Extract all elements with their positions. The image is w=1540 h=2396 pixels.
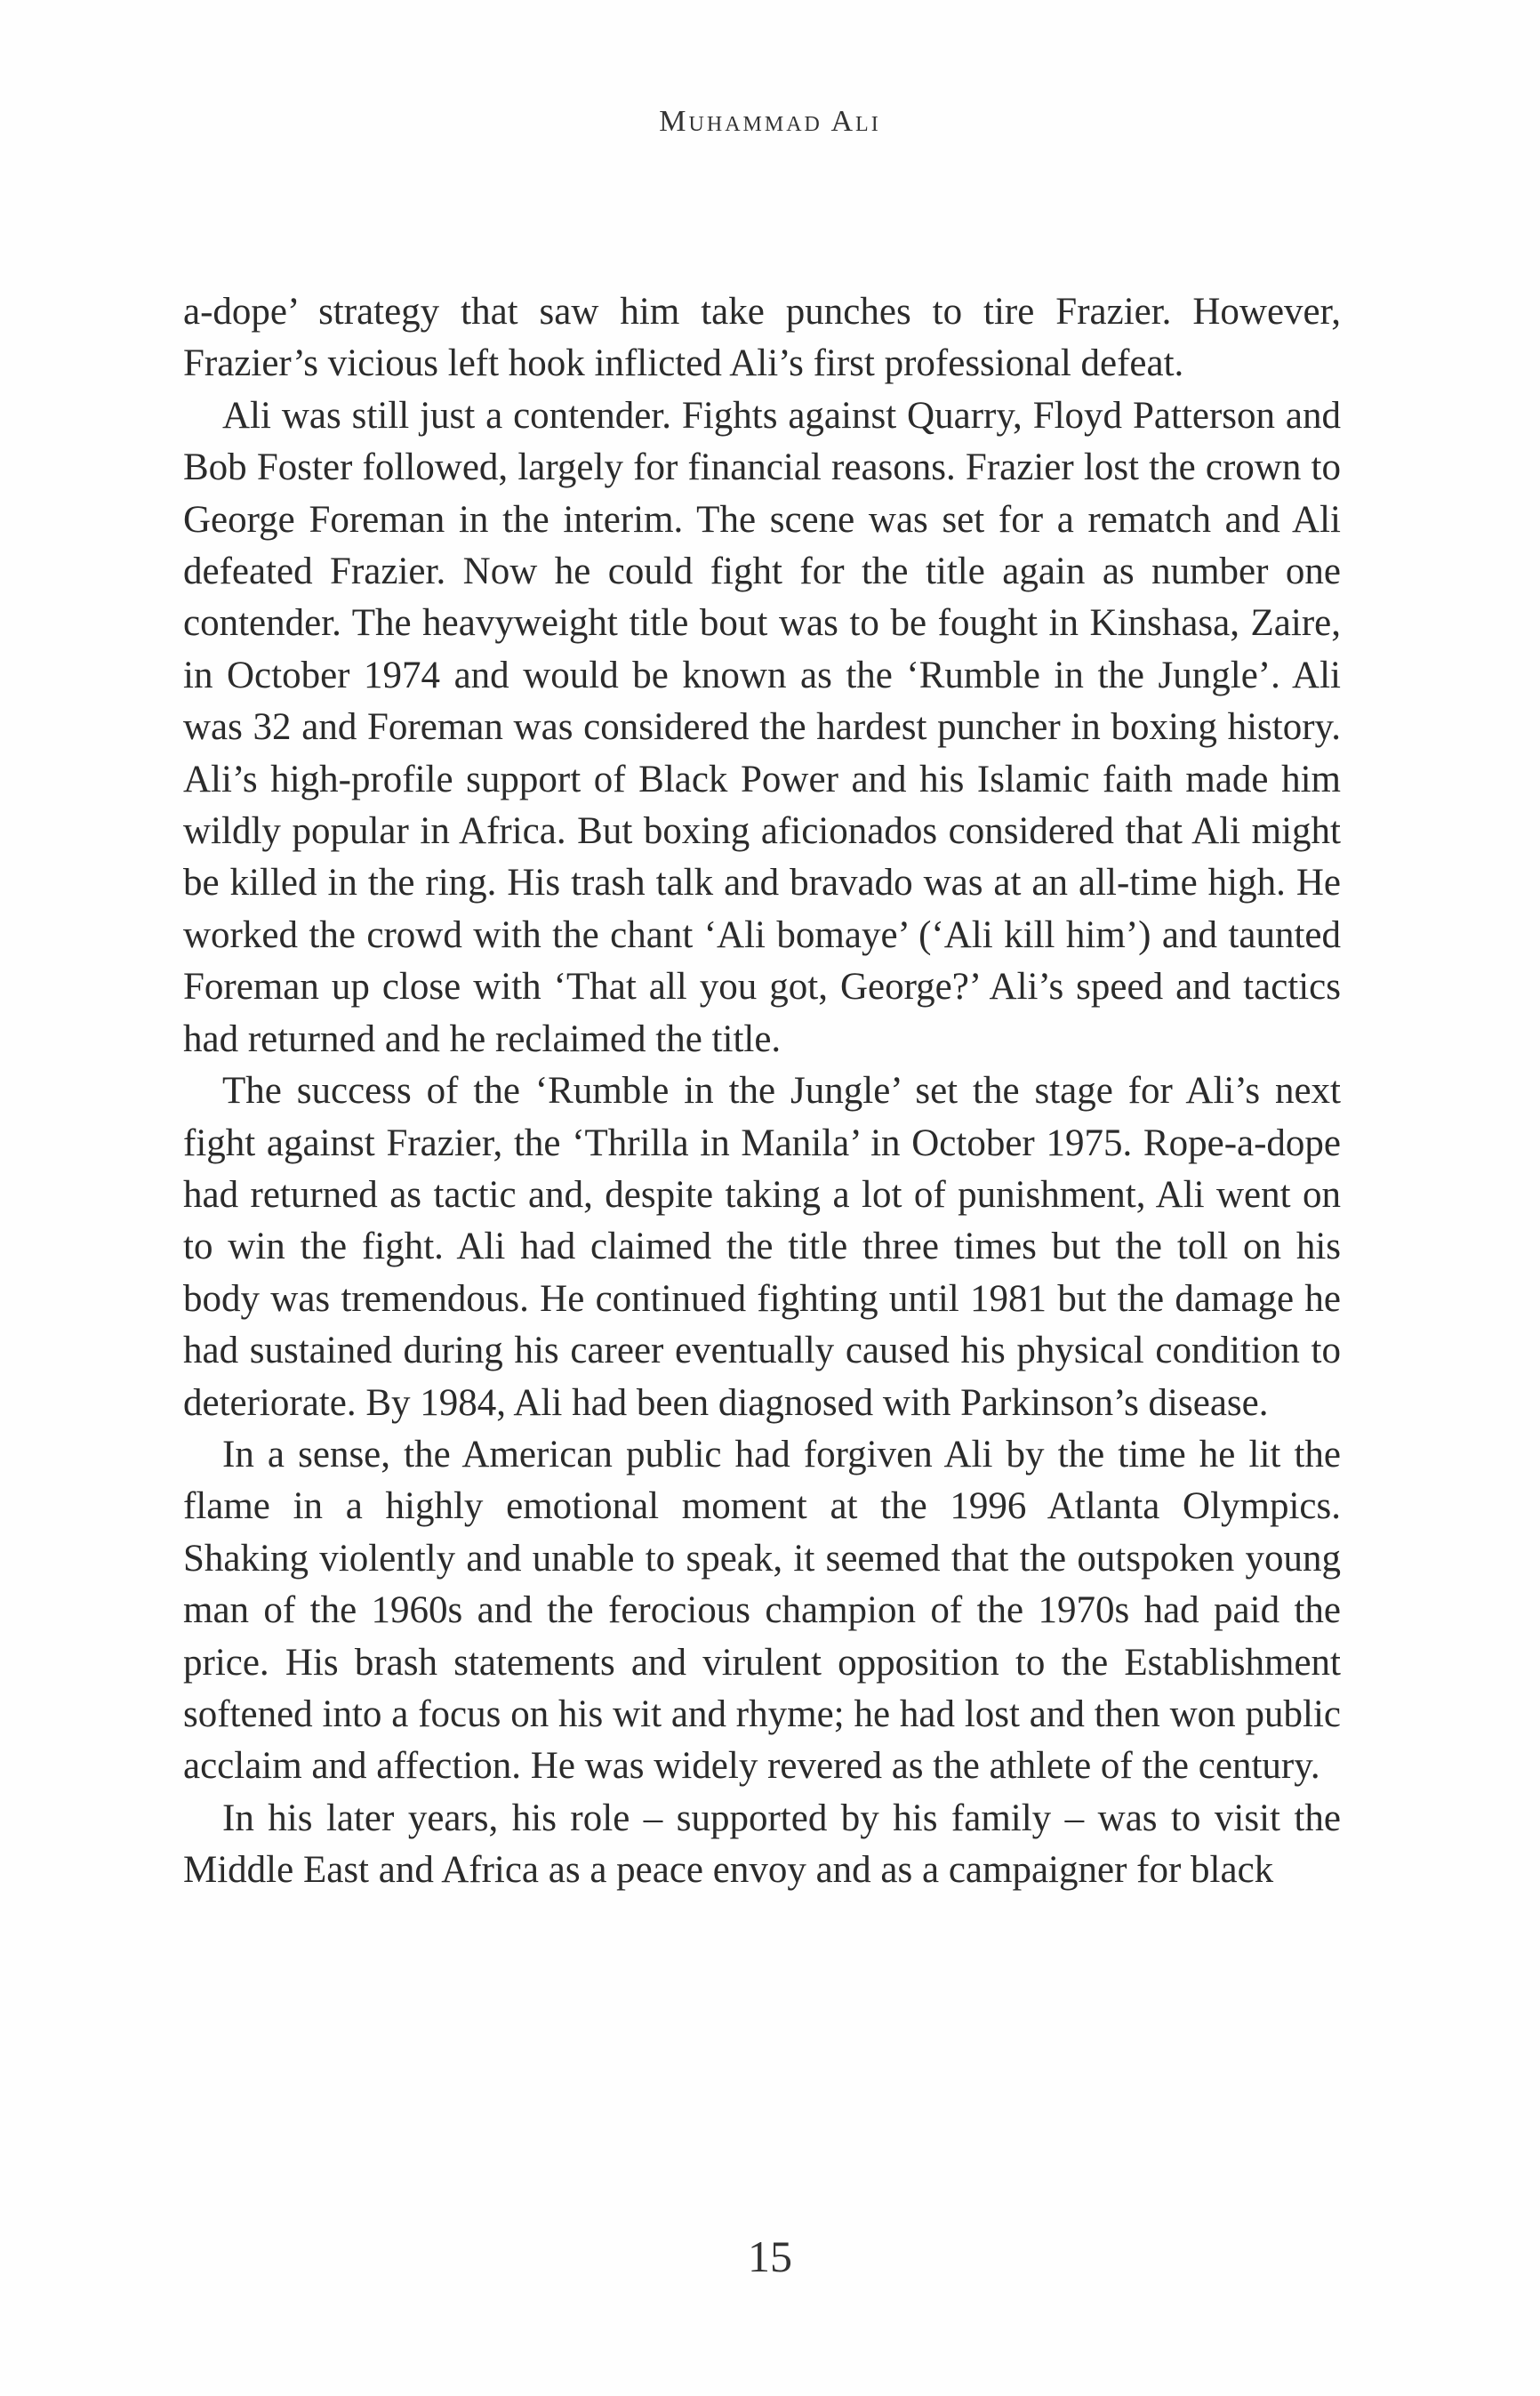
running-head: Muhammad Ali xyxy=(659,105,881,138)
paragraph-4: In a sense, the American public had forgiven Ali by the time he lit the flame in a highly emotional moment at the 1996 Atlanta Olympics. Shaking violently and unable to speak, it seemed that the outspoken young man of the 1960s and the ferocious champion of the 1970s had paid the price. His brash statements and virulent opposition to the Establishment softened into a focus on his wit and rhyme; he had lost and then won public acclaim and affection. He was widely revered as the athlete of the century. xyxy=(183,1433,1341,1788)
body-text xyxy=(183,286,1341,1897)
paragraph-3: The success of the ‘Rumble in the Jungle’ set the stage for Ali’s next fight against Frazier, the ‘Thrilla in Manila’ in October 1975. Rope-a-dope had returned as tactic and, despite taking a lot of punishment, Ali went on to win the fight. Ali had claimed the title three times but the toll on his body was tremendous. He continued fighting until 1981 but the damage he had sustained during his career eventually caused his physical condition to deteriorate. By 1984, Ali had been diagnosed with Parkinson’s disease. xyxy=(183,1070,1341,1424)
page-number: 15 xyxy=(748,2231,792,2281)
paragraph-2: Ali was still just a contender. Fights against Quarry, Floyd Patterson and Bob Foster followed, largely for financial reasons. Frazier lost the crown to George Foreman in the interim. The scene was set for a rematch and Ali defeated Frazier. Now he could fight for the title again as number one contender. The heavyweight title bout was to be fought in Kinshasa, Zaire, in October 1974 and would be known as the ‘Rumble in the Jungle’. Ali was 32 and Foreman was considered the hardest puncher in boxing history. Ali’s high-profile support of Black Power and his Islamic faith made him wildly popular in Africa. But boxing aficionados considered that Ali might be killed in the ring. His trash talk and bravado was at an all-time high. He worked the crowd with the chant ‘Ali bomaye’ (‘Ali kill him’) and taunted Foreman up close with ‘That all you got, George?’ Ali’s speed and tactics had returned and he reclaimed the title. xyxy=(183,394,1341,1060)
paragraph-5: In his later years, his role – supported by his family – was to visit the Middle East and Africa as a peace envoy and as a campaigner for black xyxy=(183,1797,1341,1892)
paragraph-1: a-dope’ strategy that saw him take punches to tire Frazier. However, Frazier’s vicious left hook inflicted Ali’s first professional defeat. xyxy=(183,291,1341,385)
